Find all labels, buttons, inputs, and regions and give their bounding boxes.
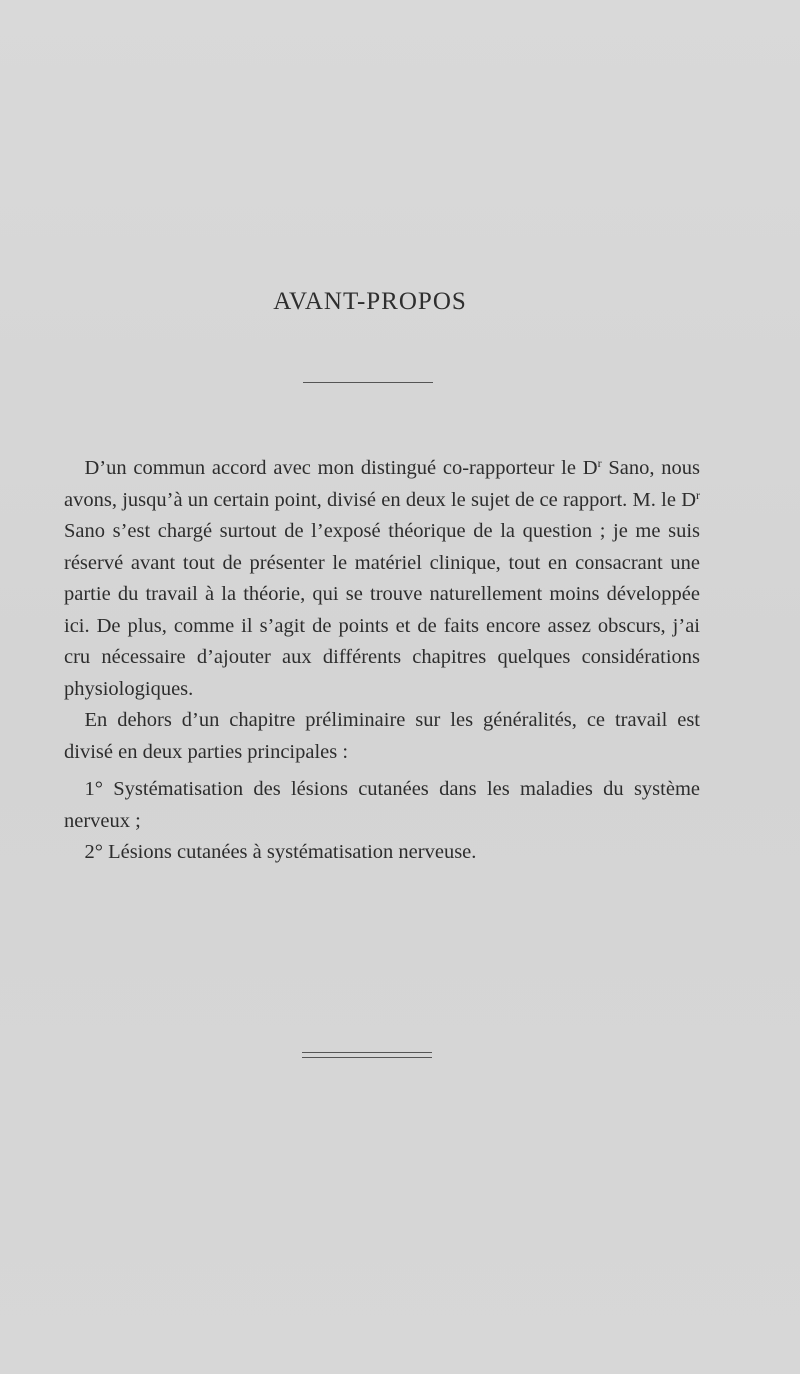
doctor-abbrev-2-sup: r — [696, 487, 700, 502]
doctor-abbrev-2 — [681, 489, 700, 511]
paragraph-2-text: En dehors d’un chapitre préliminaire sur les généralités, ce travail est divisé en deux parties principales : — [64, 709, 700, 763]
paragraph-1-part-c: Sano s’est chargé surtout de l’exposé théorique de la question ; je me suis réservé avant tout de présenter le matériel clinique, tout en consacrant une partie du travail à la théorie, qui se trouve naturellement moins développée ici. De plus, comme il s’agit de points et de faits encore assez obscurs, j’ai cru nécessaire d’ajouter aux différents chapitres quelques considérations physiologiques. — [64, 520, 700, 700]
list-item-2 — [64, 837, 700, 869]
paragraph-1-line-1: D’un commun accord avec mon distingué co-rapporteur le — [84, 457, 576, 479]
doctor-abbrev-1 — [583, 457, 602, 479]
page-title: AVANT-PROPOS — [273, 288, 467, 315]
foreword-body — [64, 453, 700, 869]
doctor-abbrev-1-letter: D — [582, 457, 598, 479]
list-item-1 — [64, 774, 700, 837]
paragraph-2 — [64, 705, 700, 768]
list-item-2-text: 2° Lésions cutanées à systématisation nerveuse. — [84, 841, 477, 863]
doctor-abbrev-1-sup: r — [597, 456, 602, 470]
list-item-1-text: 1° Systématisation des lésions cutanées dans les maladies du système nerveux ; — [64, 778, 700, 832]
paragraph-1-part-b: Sano, nous avons, jusqu’à un certain point, divisé en deux le sujet de ce rapport. M. le — [64, 457, 701, 511]
paragraph-1 — [64, 453, 700, 705]
end-double-rule — [302, 1052, 432, 1058]
doctor-abbrev-2-letter: D — [681, 488, 696, 511]
title-separator-rule — [303, 382, 433, 383]
